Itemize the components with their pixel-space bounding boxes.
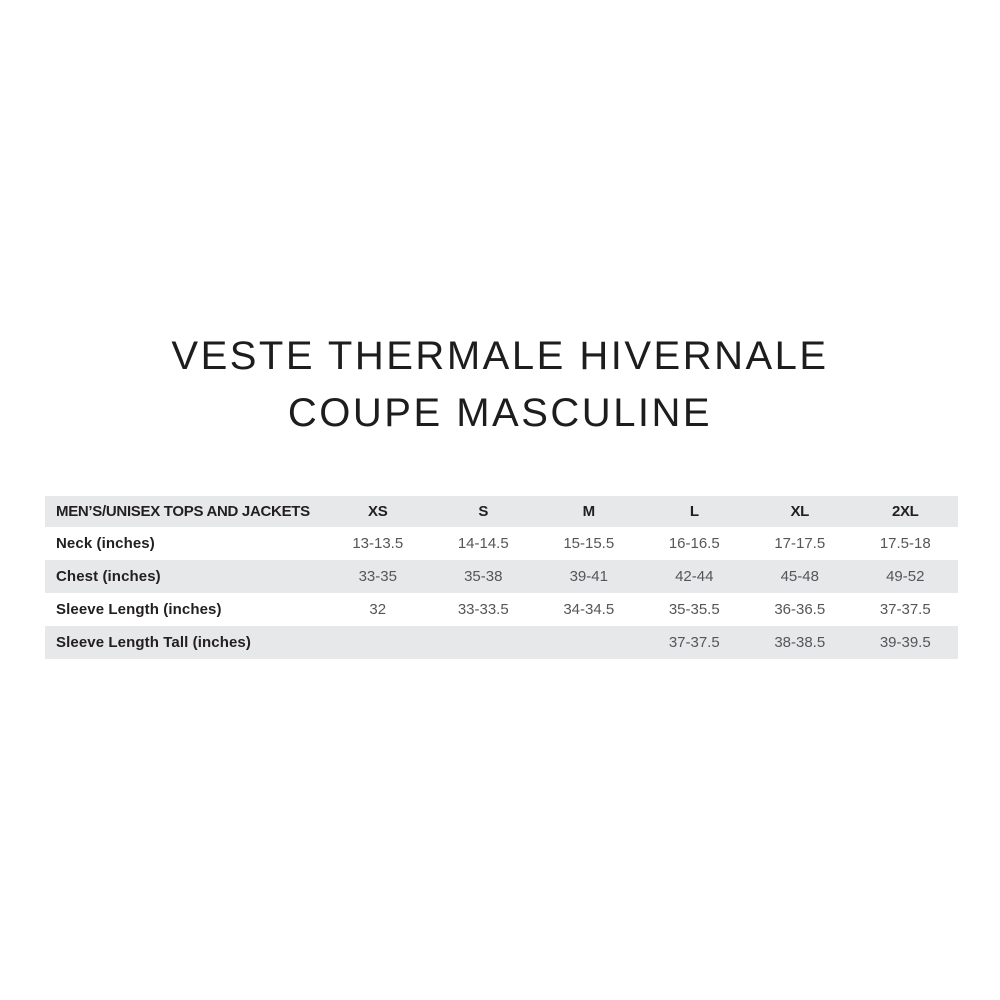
value-cell: 17.5-18 xyxy=(879,535,931,552)
product-title xyxy=(0,328,1000,442)
table-row-sleeve-length-tall xyxy=(45,626,958,659)
value-cell: 13-13.5 xyxy=(352,535,404,552)
product-title-line2: COUPE MASCULINE xyxy=(287,391,713,435)
value-cell: 42-44 xyxy=(675,568,714,585)
header-size-m: M xyxy=(536,496,642,527)
value-cell: 15-15.5 xyxy=(563,535,615,552)
value-cell: 36-36.5 xyxy=(774,601,826,618)
value-cell: 17-17.5 xyxy=(774,535,826,552)
header-size-s: S xyxy=(431,496,537,527)
value-cell: 14-14.5 xyxy=(457,535,509,552)
row-label: Neck (inches) xyxy=(56,535,155,552)
header-size-l: L xyxy=(642,496,748,527)
value-cell: 16-16.5 xyxy=(668,535,720,552)
value-cell: 39-39.5 xyxy=(879,634,931,651)
value-cell: 32 xyxy=(369,601,387,618)
value-cell: 38-38.5 xyxy=(774,634,826,651)
value-cell xyxy=(536,626,642,659)
row-label: Chest (inches) xyxy=(56,568,161,585)
header-category: MEN’S/UNISEX TOPS AND JACKETS xyxy=(45,496,325,527)
value-cell: 33-35 xyxy=(358,568,397,585)
size-chart-table xyxy=(45,496,958,659)
value-cell: 45-48 xyxy=(780,568,819,585)
row-label: Sleeve Length Tall (inches) xyxy=(56,634,251,651)
header-size-xl: XL xyxy=(747,496,853,527)
value-cell: 37-37.5 xyxy=(879,601,931,618)
value-cell: 49-52 xyxy=(886,568,925,585)
product-title-line1: VESTE THERMALE HIVERNALE xyxy=(171,334,829,378)
value-cell: 34-34.5 xyxy=(563,601,615,618)
header-size-2xl: 2XL xyxy=(853,496,959,527)
value-cell xyxy=(431,626,537,659)
value-cell: 35-38 xyxy=(464,568,503,585)
row-label: Sleeve Length (inches) xyxy=(56,601,222,618)
value-cell xyxy=(325,626,431,659)
table-header-row xyxy=(45,496,958,527)
table-row-sleeve-length xyxy=(45,593,958,626)
table-row-neck xyxy=(45,527,958,560)
value-cell: 39-41 xyxy=(569,568,608,585)
header-size-xs: XS xyxy=(325,496,431,527)
table-row-chest xyxy=(45,560,958,593)
value-cell: 33-33.5 xyxy=(457,601,509,618)
value-cell: 35-35.5 xyxy=(668,601,720,618)
value-cell: 37-37.5 xyxy=(668,634,720,651)
